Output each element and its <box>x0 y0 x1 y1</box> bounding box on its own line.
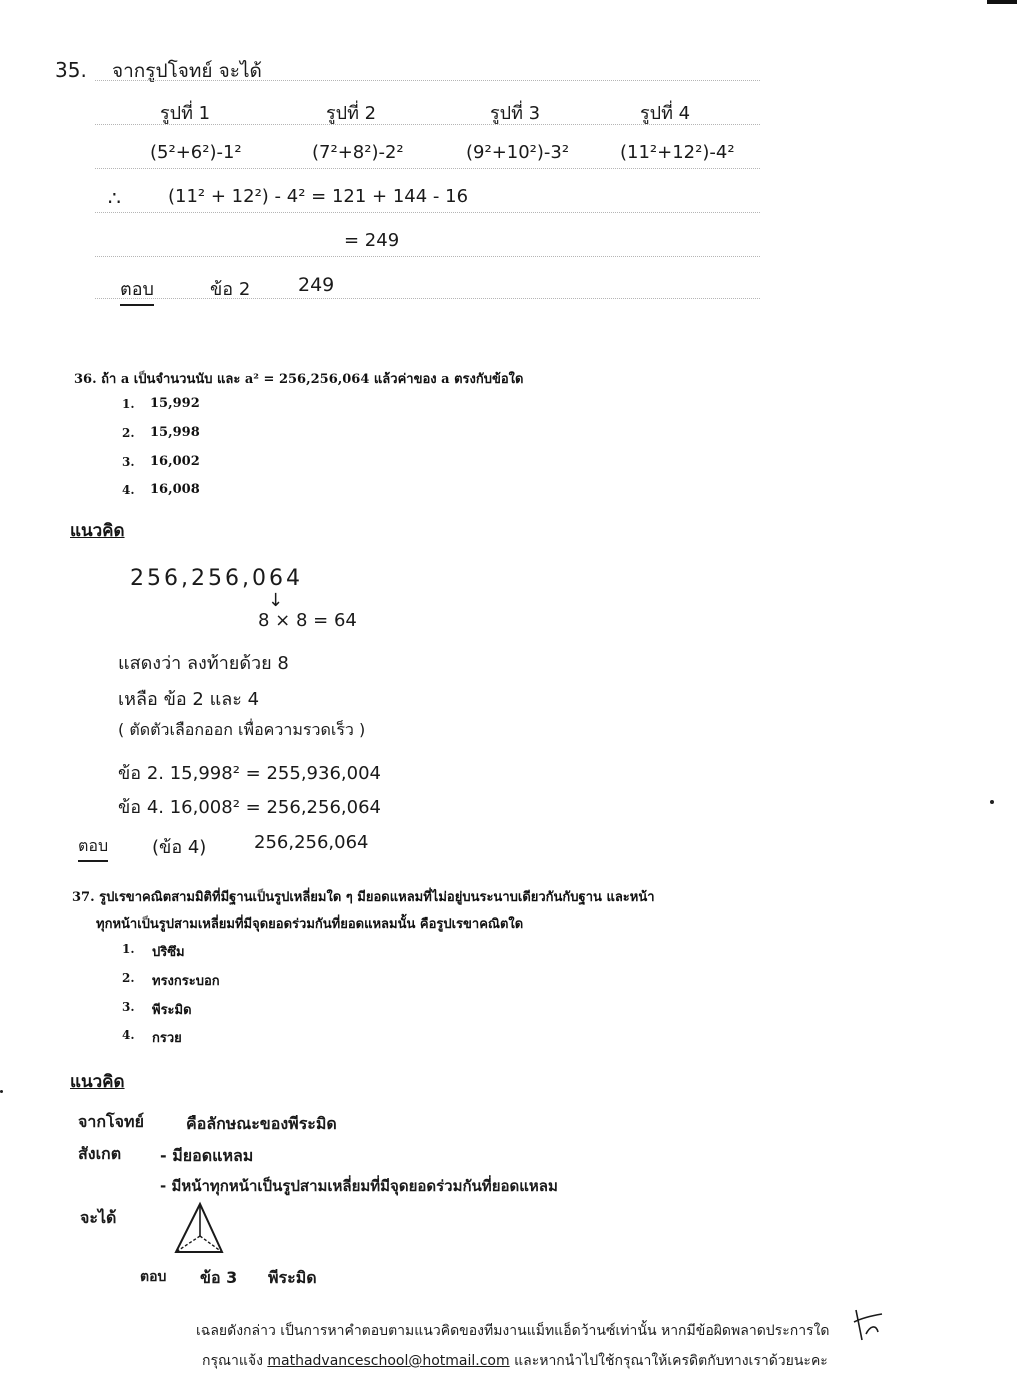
q36-work-number: 256,256,064 <box>130 566 303 591</box>
q35-expression-4: (11²+12²)-4² <box>620 142 735 163</box>
scan-speck <box>990 800 994 804</box>
q36-option-2-text: 15,998 <box>150 425 200 440</box>
footer-email-link[interactable]: mathadvanceschool@hotmail.com <box>267 1353 510 1369</box>
q37-work-line-1a: จากโจทย์ <box>78 1112 144 1131</box>
q36-option-4-text: 16,008 <box>150 482 200 497</box>
q36-option-3-number: 3. <box>122 455 135 469</box>
q36-option-2-number: 2. <box>122 426 135 440</box>
ruled-line <box>95 80 760 81</box>
q36-option-4-number: 4. <box>122 483 135 497</box>
q36-work-line-1: แสดงว่า ลงท้ายด้วย 8 <box>118 653 289 674</box>
ruled-line <box>95 298 760 299</box>
q37-concept-heading: แนวคิด <box>70 1072 125 1092</box>
footer-credit-text: และหากนำไปใช้กรุณาให้เครดิตกับทางเราด้วยนะคะ <box>514 1353 828 1369</box>
corner-scan-mark <box>987 0 1017 4</box>
q37-work-line-2b: - มียอดแหลม <box>160 1146 254 1165</box>
q37-question-line-2: ทุกหน้าเป็นรูปสามเหลี่ยมที่มีจุดยอดร่วมกันที่ยอดแหลมนั้น คือรูปเรขาคณิตใด <box>96 917 524 932</box>
q37-work-line-3: - มีหน้าทุกหน้าเป็นรูปสามเหลี่ยมที่มีจุดยอดร่วมกันที่ยอดแหลม <box>160 1177 558 1195</box>
q36-work-line-4: ข้อ 2. 15,998² = 255,936,004 <box>118 763 381 784</box>
q36-work-arrow-icon: ↓ <box>268 590 284 611</box>
signature-mark-icon <box>848 1304 888 1344</box>
q37-work-line-1b: คือลักษณะของพีระมิด <box>186 1114 337 1133</box>
q35-answer-choice: ข้อ 2 <box>210 279 251 300</box>
q37-answer-value: พีระมิด <box>268 1268 317 1287</box>
footer-contact-prefix: กรุณาแจ้ง <box>202 1353 263 1369</box>
q36-option-1-number: 1. <box>122 397 135 411</box>
q35-number: 35. <box>55 58 87 82</box>
footer-disclaimer-line-1: เฉลยดังกล่าว เป็นการหาคำตอบตามแนวคิดของทีมงานแม็ทแอ็ดว้านซ์เท่านั้น หากมีข้อผิดพลาดประการใด <box>196 1323 830 1339</box>
q37-question-line-1: 37. รูปเรขาคณิตสามมิติที่มีฐานเป็นรูปเหลี่ยมใด ๆ มียอดแหลมที่ไม่อยู่บนระนาบเดียวกันกับฐาน และหน้า <box>72 890 655 905</box>
q37-work-line-2a: สังเกต <box>78 1144 122 1163</box>
q35-work-line-2: = 249 <box>344 230 400 251</box>
q35-figure-3: รูปที่ 3 <box>490 103 541 124</box>
footer-line-2 <box>202 1350 828 1372</box>
ruled-line <box>95 212 760 213</box>
q37-option-4-text: กรวย <box>152 1031 182 1046</box>
q35-figure-4: รูปที่ 4 <box>640 103 691 124</box>
q35-work-line-1: (11² + 12²) - 4² = 121 + 144 - 16 <box>168 186 469 207</box>
scan-speck <box>0 1090 3 1093</box>
q36-option-3-text: 16,002 <box>150 454 200 469</box>
ruled-line <box>95 124 760 125</box>
q35-figure-1: รูปที่ 1 <box>160 103 211 124</box>
q35-answer-value: 249 <box>298 274 335 296</box>
q35-expression-1: (5²+6²)-1² <box>150 142 242 163</box>
q36-concept-heading: แนวคิด <box>70 521 125 541</box>
q37-option-1-text: ปริซึม <box>152 945 185 960</box>
q37-option-1-number: 1. <box>122 942 135 956</box>
q36-answer-choice: (ข้อ 4) <box>152 837 207 858</box>
q36-work-multiplication: 8 × 8 = 64 <box>258 610 357 631</box>
q35-title: จากรูปโจทย์ จะได้ <box>112 60 262 82</box>
q36-answer-value: 256,256,064 <box>254 832 369 853</box>
q35-expression-2: (7²+8²)-2² <box>312 142 404 163</box>
q37-option-4-number: 4. <box>122 1028 135 1042</box>
q37-work-line-4: จะได้ <box>80 1208 117 1227</box>
q37-option-2-number: 2. <box>122 971 135 985</box>
q37-option-3-text: พีระมิด <box>152 1003 192 1018</box>
q37-answer-label: ตอบ <box>140 1269 167 1285</box>
q36-option-1-text: 15,992 <box>150 396 200 411</box>
q36-work-line-5: ข้อ 4. 16,008² = 256,256,064 <box>118 797 381 818</box>
q35-therefore-symbol: ∴ <box>108 186 121 210</box>
pyramid-sketch-icon <box>170 1200 230 1258</box>
q35-answer-label: ตอบ <box>120 274 154 306</box>
q35-expression-3: (9²+10²)-3² <box>466 142 570 163</box>
ruled-line <box>95 168 760 169</box>
q36-work-line-2: เหลือ ข้อ 2 และ 4 <box>118 689 260 710</box>
q37-option-3-number: 3. <box>122 1000 135 1014</box>
q36-work-line-3: ( ตัดตัวเลือกออก เพื่อความรวดเร็ว ) <box>118 720 366 739</box>
ruled-line <box>95 256 760 257</box>
q35-figure-2: รูปที่ 2 <box>326 103 377 124</box>
q37-answer-choice: ข้อ 3 <box>200 1268 238 1287</box>
q37-option-2-text: ทรงกระบอก <box>152 974 220 989</box>
q36-question: 36. ถ้า a เป็นจำนวนนับ และ a² = 256,256,064 แล้วค่าของ a ตรงกับข้อใด <box>74 372 524 387</box>
q36-answer-label: ตอบ <box>78 834 108 862</box>
